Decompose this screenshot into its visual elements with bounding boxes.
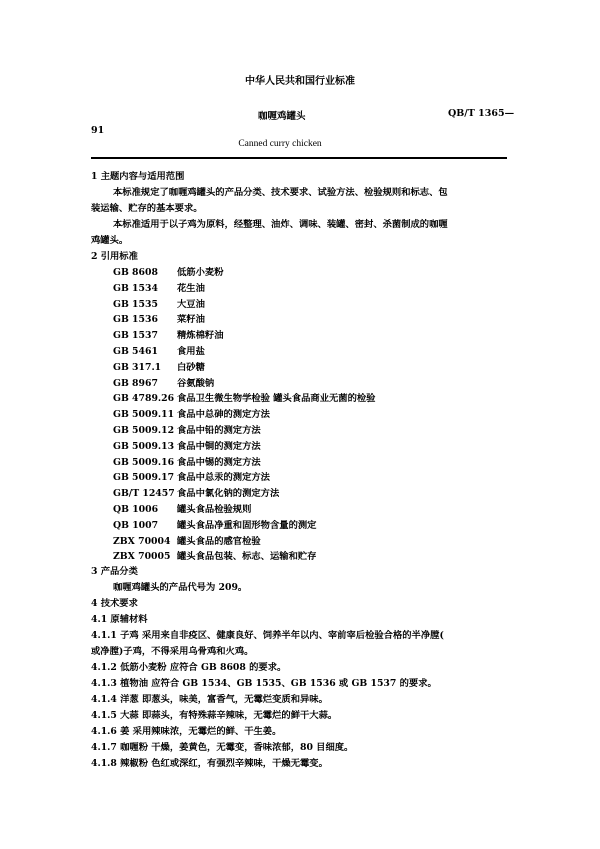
- clause-4-1-8: 4.1.8 辣椒粉 色红或深红，有强烈辛辣味，干燥无霉变。: [91, 758, 328, 769]
- reference-name: 低筋小麦粉: [177, 267, 224, 278]
- reference-code: GB 5009.13: [113, 440, 175, 452]
- reference-item: [113, 375, 214, 389]
- reference-name: 谷氨酸钠: [177, 377, 215, 389]
- clause-4-1-6: 4.1.6 姜 采用辣味浓，无霉烂的鲜、干生姜。: [91, 726, 282, 737]
- reference-code: GB 4789.26: [113, 393, 175, 405]
- clause-4-1-1: 4.1.1 子鸡 采用来自非疫区、健康良好、饲养半年以内、宰前宰后检验合格的半净膛(: [91, 630, 444, 641]
- clause-4-1-7: 4.1.7 咖喱粉 干燥，姜黄色，无霉变，香味浓郁，80 目细度。: [91, 742, 354, 753]
- reference-code: GB 1534: [113, 282, 158, 294]
- reference-code: QB 1006: [113, 504, 159, 515]
- reference-code: GB 5461: [113, 346, 158, 357]
- reference-name: 食品中氯化钠的测定方法: [177, 488, 280, 500]
- reference-name: 食品中总砷的测定方法: [177, 409, 270, 421]
- reference-name: 菜籽油: [177, 314, 205, 326]
- reference-name: 食品中总汞的测定方法: [177, 472, 270, 484]
- reference-item: [113, 517, 316, 531]
- reference-name: 白砂糖: [177, 361, 205, 373]
- section-1-heading: 1 主题内容与适用范围: [91, 171, 185, 182]
- header-divider: [91, 157, 507, 159]
- reference-name: 罐头食品检验规则: [177, 504, 252, 515]
- reference-code: GB 1535: [113, 298, 158, 310]
- reference-item: [113, 548, 316, 562]
- reference-item: [113, 359, 205, 373]
- reference-name: 罐头食品的感官检验: [177, 535, 261, 547]
- reference-code: GB 317.1: [113, 361, 162, 373]
- clause-4-1-5: 4.1.5 大蒜 即蒜头，有特殊蒜辛辣味，无霉烂的鲜干大蒜。: [91, 710, 338, 721]
- reference-code: GB 8967: [113, 377, 158, 389]
- reference-item: [113, 311, 205, 325]
- clause-4-1-2: 4.1.2 低筋小麦粉 应符合 GB 8608 的要求。: [91, 662, 287, 673]
- reference-item: [113, 501, 251, 515]
- reference-item: [113, 485, 279, 499]
- reference-item: [113, 296, 205, 310]
- reference-name: 大豆油: [177, 298, 205, 310]
- reference-code: ZBX 70004: [113, 535, 171, 547]
- paragraph-line: 鸡罐头。: [91, 235, 129, 246]
- document-org-heading: 中华人民共和国行业标准: [245, 76, 355, 87]
- reference-name: 食品中铅的测定方法: [177, 425, 261, 436]
- reference-item: [113, 454, 261, 468]
- standard-number-continuation: 91: [91, 125, 105, 136]
- reference-name: 罐头食品包装、标志、运输和贮存: [177, 551, 317, 563]
- reference-name: 花生油: [177, 282, 205, 294]
- reference-item: [113, 406, 270, 420]
- reference-item: [113, 438, 261, 452]
- reference-name: 食品中铜的测定方法: [177, 440, 261, 452]
- reference-code: GB 8608: [113, 267, 158, 278]
- reference-item: [113, 327, 224, 341]
- reference-code: GB 5009.11: [113, 409, 175, 421]
- reference-code: ZBX 70005: [113, 551, 171, 563]
- reference-item: [113, 264, 224, 278]
- standard-number: QB/T 1365—: [448, 108, 515, 119]
- reference-item: [113, 533, 261, 547]
- section-2-heading: 2 引用标准: [91, 251, 138, 262]
- reference-item: [113, 280, 205, 294]
- standard-title: 咖喱鸡罐头: [258, 111, 306, 122]
- paragraph-line: 本标准规定了咖喱鸡罐头的产品分类、技术要求、试验方法、检验规则和标志、包: [113, 187, 448, 198]
- reference-name: 食品中锡的测定方法: [177, 456, 261, 468]
- reference-name: 精炼棉籽油: [177, 330, 224, 342]
- clause-4-1-4: 4.1.4 洋葱 即葱头，味美，富香气，无霉烂变质和异味。: [91, 694, 328, 705]
- reference-name: 罐头食品净重和固形物含量的测定: [177, 519, 317, 531]
- reference-code: GB 1536: [113, 314, 158, 326]
- reference-item: [113, 343, 205, 357]
- section-4-1-heading: 4.1 原辅材料: [91, 614, 148, 625]
- clause-4-1-3: 4.1.3 植物油 应符合 GB 1534、GB 1535、GB 1536 或 GB 1537 的要求。: [91, 678, 437, 689]
- reference-code: QB 1007: [113, 519, 159, 531]
- reference-item: [113, 390, 375, 404]
- reference-code: GB 5009.17: [113, 472, 175, 484]
- clause-4-1-1-continued: 或净膛)子鸡，不得采用乌骨鸡和火鸡。: [91, 646, 254, 657]
- section-3-heading: 3 产品分类: [91, 566, 138, 577]
- reference-item: [113, 422, 261, 436]
- paragraph-line: 装运输、贮存的基本要求。: [91, 203, 203, 214]
- section-4-heading: 4 技术要求: [91, 598, 138, 609]
- paragraph-line: 咖喱鸡罐头的产品代号为 209。: [113, 582, 248, 593]
- reference-code: GB 1537: [113, 330, 158, 342]
- reference-code: GB/T 12457: [113, 488, 175, 500]
- reference-name: 食用盐: [177, 346, 205, 357]
- reference-item: [113, 469, 270, 483]
- english-title: Canned curry chicken: [238, 139, 322, 149]
- reference-name: 食品卫生微生物学检验 罐头食品商业无菌的检验: [177, 393, 376, 405]
- reference-code: GB 5009.12: [113, 425, 175, 436]
- paragraph-line: 本标准适用于以子鸡为原料，经整理、油炸、调味、装罐、密封、杀菌制成的咖喱: [113, 219, 448, 230]
- reference-code: GB 5009.16: [113, 456, 175, 468]
